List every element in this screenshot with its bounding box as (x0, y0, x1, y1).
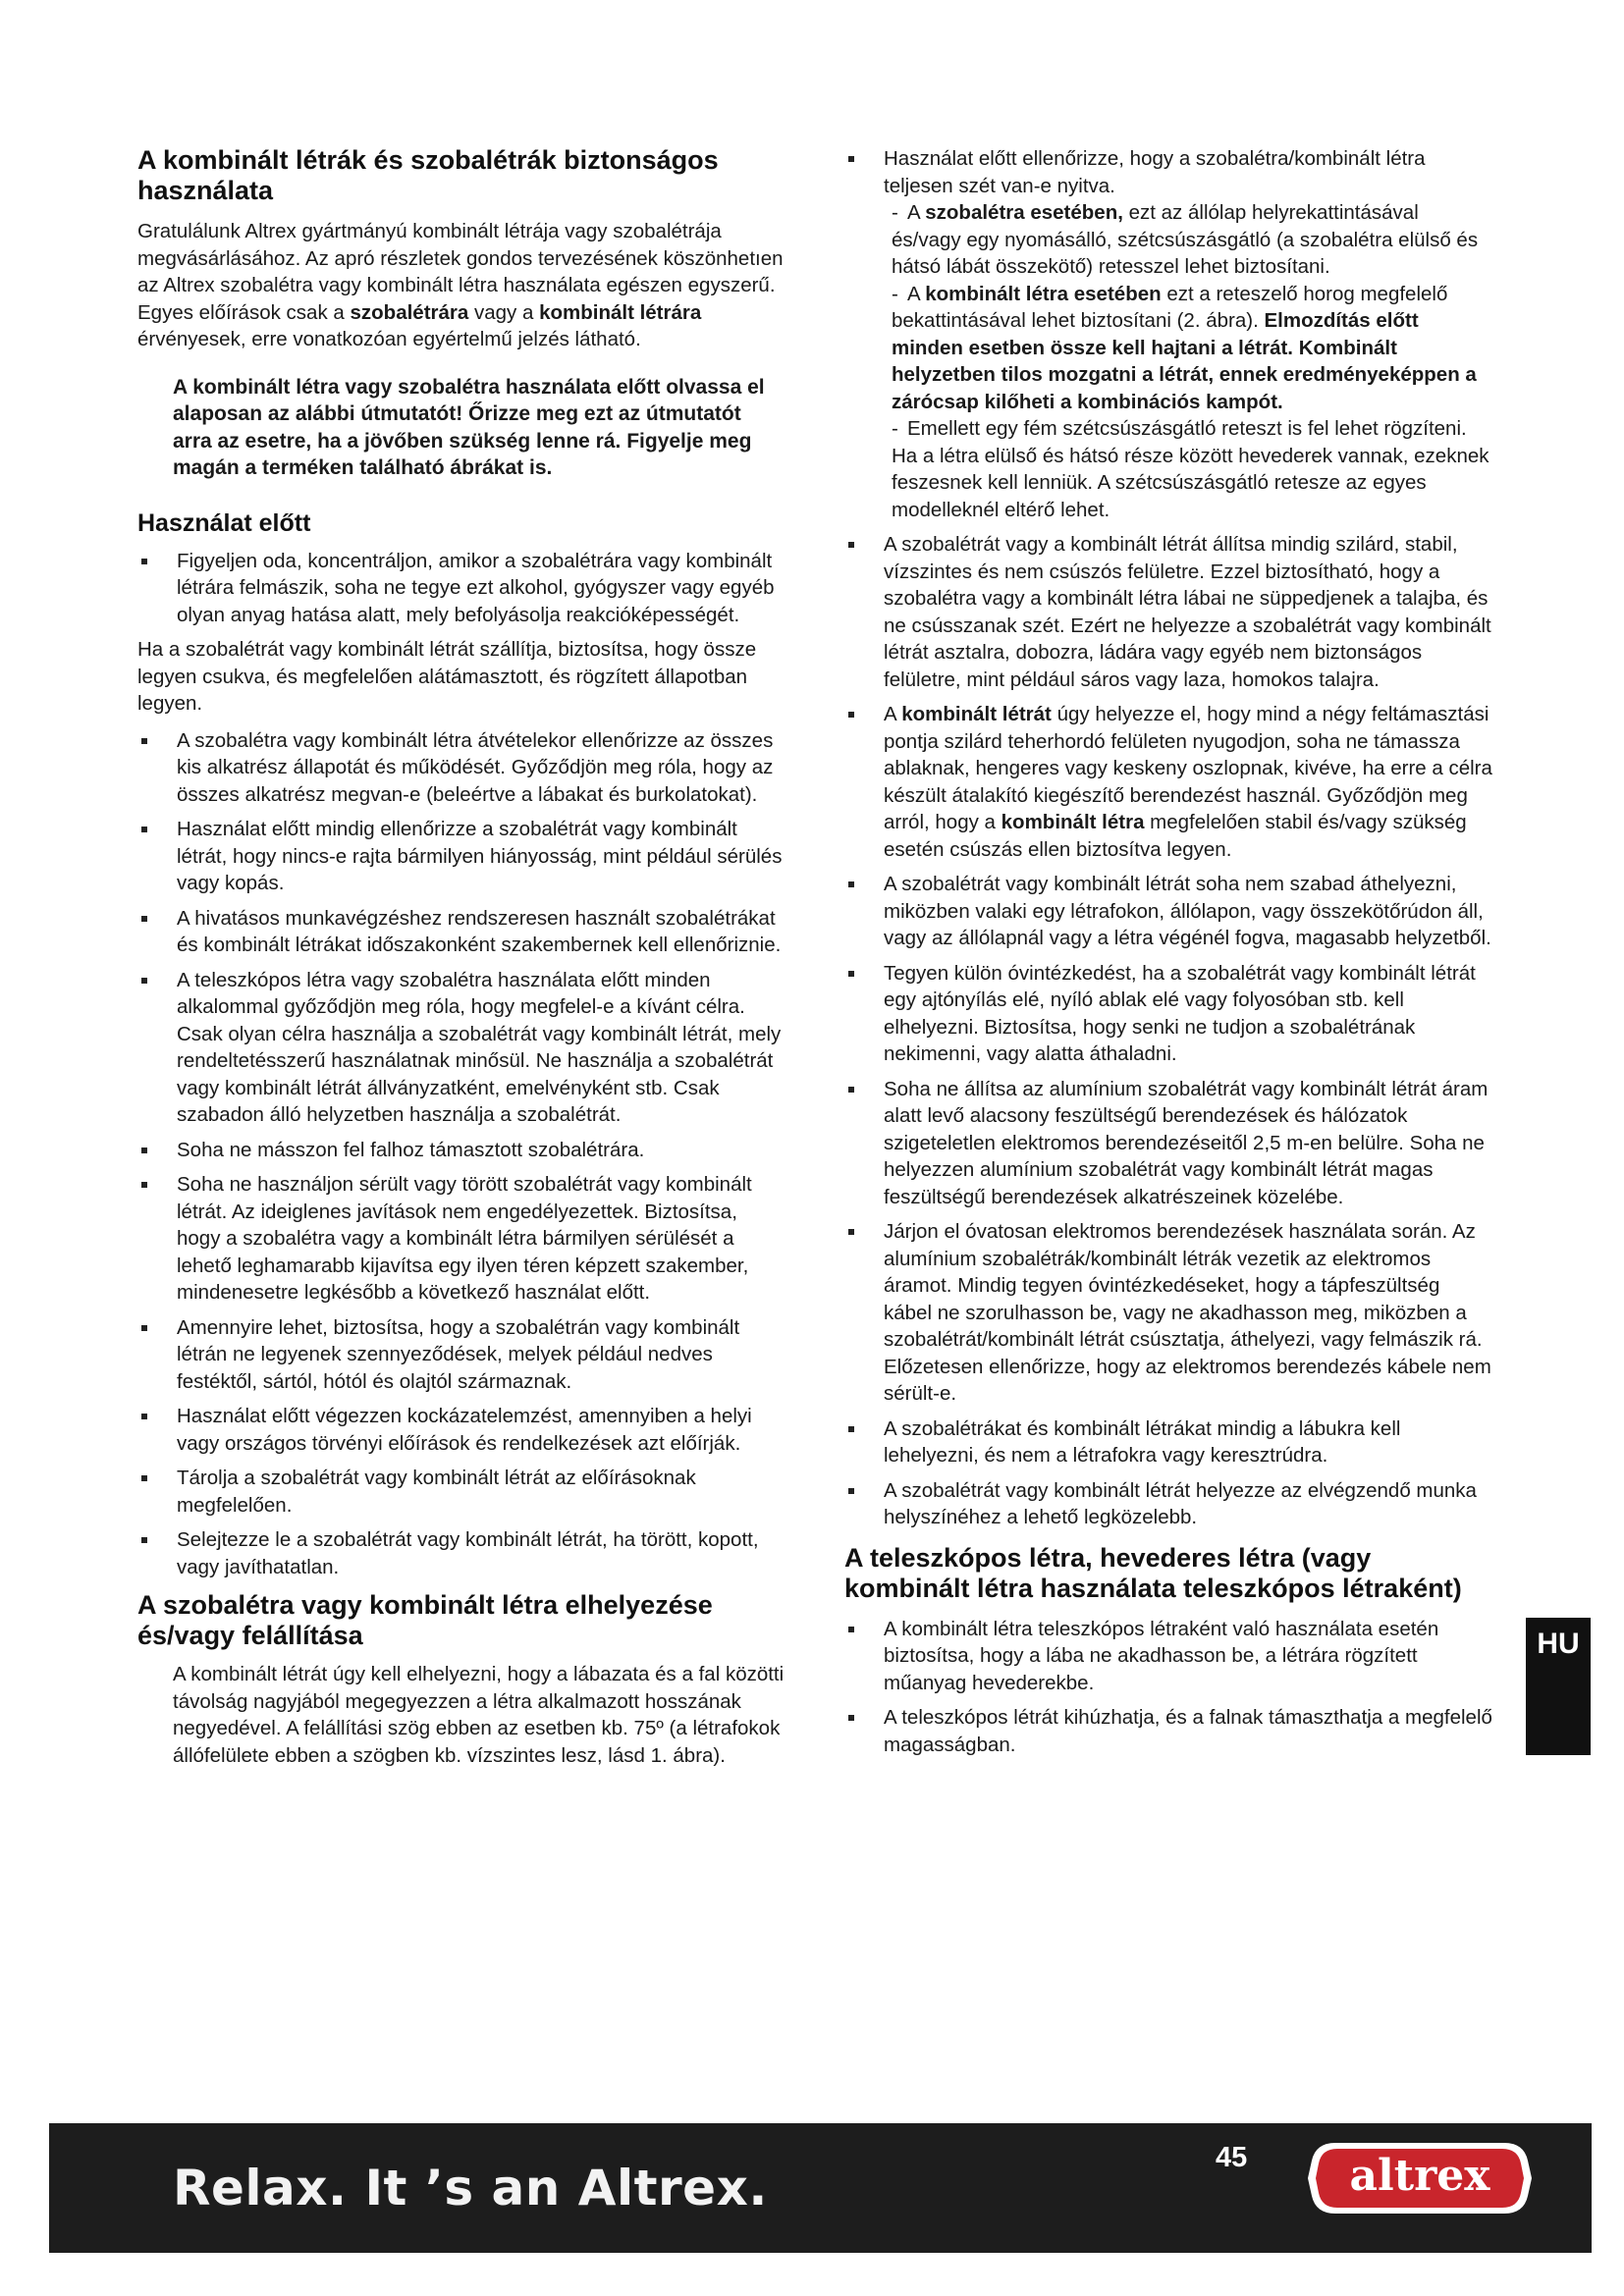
footer-slogan: Relax. It ’s an Altrex. (173, 2160, 768, 2216)
list-item: Használat előtt végezzen kockázatelemzést, amennyiben a helyi vagy országos törvényi előírások és rendelkezések azt előírják. (137, 1403, 785, 1457)
list-item: Figyeljen oda, koncentráljon, amikor a szobalétrára vagy kombinált létrára felmászik, soha ne tegye ezt alkohol, gyógyszer vagy egyéb olyan anyag hatása alatt, mely befolyásolja reakcióképességét. (137, 548, 785, 629)
list-item: Használat előtt ellenőrizze, hogy a szobalétra/kombinált létra teljesen szét van-e nyitva. - A szobalétra esetében, ezt az állólap helyrekattintásával és/vagy egy nyomásálló, szétcsúszásgátló (a szobalétra elülső és hátsó lábát összekötő) retesszel lehet biztosítani. - A kombinált létra esetében ezt a reteszelő horog megfelelő bekattintásával lehet biztosítani (2. ábra). Elmozdítás előtt minden esetben össze kell hajtani a létrát. Kombinált helyzetben tilos mozgatni a létrát, ennek eredményeképpen a zárócsap kilőheti a kombinációs kampót. - Emellett egy fém szétcsúszásgátló reteszt is fel lehet rögzíteni. Ha a létra elülső és hátsó része között hevederek vannak, ezeknek feszesnek kell lenniük. A szétcsúszásgátló retesze az egyes modelleknél eltérő lehet. (844, 145, 1492, 523)
list-item: Tegyen külön óvintézkedést, ha a szobalétrát vagy kombinált létrát egy ajtónyílás elé, nyíló ablak elé vagy folyosóban stb. kell elhelyezni. Biztosítsa, hogy senki ne tudjon a szobalétrának nekimenni, vagy alatta áthaladni. (844, 960, 1492, 1068)
list-item: A szobalétrát vagy kombinált létrát helyezze az elvégzendő munka helyszínéhez a lehető legközelebb. (844, 1477, 1492, 1531)
sub-item-stepladder: - A szobalétra esetében, ezt az állólap helyrekattintásával és/vagy egy nyomásálló, szétcsúszásgátló (a szobalétra elülső és hátsó lábát összekötő) retesszel lehet biztosítani. (892, 201, 1479, 278)
list-item: A szobalétra vagy kombinált létra átvételekor ellenőrizze az összes kis alkatrész állapotát és működését. Győződjön meg róla, hogy az összes alkatrész megvan-e (beleértve a lábakat és burkolatokat). (137, 727, 785, 809)
list-item: Amennyire lehet, biztosítsa, hogy a szobalétrán vagy kombinált létrán ne legyenek szennyeződések, melyek például nedves festéktől, sártól, hótól és olajtól származnak. (137, 1314, 785, 1396)
list-item: Tárolja a szobalétrát vagy kombinált létrát az előírásoknak megfelelően. (137, 1465, 785, 1519)
list-item: Használat előtt mindig ellenőrizze a szobalétrát vagy kombinált létrát, hogy nincs-e rajta bármilyen hiányosság, mint például sérülés vagy kopás. (137, 816, 785, 897)
right-list-1 (844, 145, 1492, 1531)
section-heading-before-use: Használat előtt (137, 508, 311, 537)
list-item: A kombinált létra teleszkópos létraként való használata esetén biztosítsa, hogy a lába ne akadhasson be, a létrára rögzített műanyag hevederekbe. (844, 1616, 1492, 1697)
list-item: Járjon el óvatosan elektromos berendezések használata során. Az alumínium szobalétrák/kombinált létrák vezetik az elektromos áramot. Mindig tegyen óvintézkedéseket, hogy a tápfeszültség kábel ne szorulhasson be, vagy ne akadhasson meg, miközben a szobalétrát/kombinált létrát csúsztatja, áthelyezi, vagy felmászik rá. Előzetesen ellenőrizze, hogy az elektromos berendezés kábele nem sérült-e. (844, 1218, 1492, 1408)
before-use-list-1 (137, 548, 785, 629)
list-item: Soha ne állítsa az alumínium szobalétrát vagy kombinált létrát áram alatt levő alacsony feszültségű berendezések és hálózatok szigeteletlen elektromos berendezéseitől 2,5 m-en belülre. Soha ne helyezzen alumínium szobalétrát vagy kombinált létrát magas feszültségű berendezések alkatrészeinek közelébe. (844, 1076, 1492, 1211)
transport-paragraph: Ha a szobalétrát vagy kombinált létrát szállítja, biztosítsa, hogy össze legyen csukva, és megfelelően alátámasztott, és rögzített állapotban legyen. (137, 638, 757, 715)
logo-wordmark: altrex (1349, 2151, 1490, 2201)
language-tab (1526, 1618, 1591, 1755)
list-item: Soha ne használjon sérült vagy törött szobalétrát vagy kombinált létrát. Az ideiglenes javítások nem engedélyezettek. Biztosítsa, hogy a szobalétra vagy a kombinált létra bármilyen sérülését a lehető leghamarabb kijavítsa egy ilyen téren képzett szakember, mindenesetre legkésőbb a következő használat előtt. (137, 1171, 785, 1307)
list-item: A kombinált létrát úgy helyezze el, hogy mind a négy feltámasztási pontja szilárd teherhordó felületen nyugodjon, soha ne támassza ablaknak, hengeres vagy keskeny oszlopnak, kivéve, ha erre a célra készült átalakító kiegészítő berendezést használ. Győződjön meg arról, hogy a kombinált létra megfelelően stabil és/vagy szükség esetén csúszás ellen biztosítva legyen. (844, 701, 1492, 863)
section-heading-placement: A szobalétra vagy kombinált létra elhelyezése és/vagy felállítása (137, 1590, 713, 1650)
list-item: A hivatásos munkavégzéshez rendszeresen használt szobalétrákat és kombinált létrákat időszakonként szakembernek kell ellenőriznie. (137, 905, 785, 959)
altrex-logo (1306, 2135, 1534, 2221)
intro-paragraph: Gratulálunk Altrex gyártmányú kombinált létrája vagy szobalétrája megvásárlásához. Az apró részletek gondos tervezésének köszönhetıen az Altrex szobalétra vagy kombinált létra használata egészen egyszerű. Egyes előírások csak a szobalétrára vagy a kombinált létrára érvényesek, erre vonatkozóan egyértelmű jelzés látható. (137, 220, 784, 350)
list-item: A szobalétrát vagy a kombinált létrát állítsa mindig szilárd, stabil, vízszintes és nem csúszós felületre. Ezzel biztosítható, hogy a szobalétra vagy a kombinált létra lábai ne süppedjenek a talajba, és ne csússzanak szét. Ezért ne helyezze a szobalétrát vagy kombinált létrát asztalra, dobozra, ládára vagy egyéb nem biztonságos felületre, mint például sáros vagy laza, homokos talajra. (844, 531, 1492, 693)
callout-warning: A kombinált létra vagy szobalétra használata előtt olvassa el alaposan az alábbi útmutatót! Őrizze meg ezt az útmutatót arra az esetre, ha a jövőben szükség lenne rá. Figyelje meg magán a terméken található ábrákat is. (173, 375, 765, 479)
language-tab-label: HU (1537, 1628, 1580, 1660)
right-column (844, 145, 1492, 1766)
list-item: A szobalétrákat és kombinált létrákat mindig a lábukra kell lehelyezni, és nem a létrafokra vagy keresztrúdra. (844, 1415, 1492, 1469)
footer-banner (49, 2123, 1592, 2253)
left-column (137, 145, 785, 1769)
telescopic-list (844, 1616, 1492, 1759)
page-number: 45 (1216, 2142, 1248, 2173)
page-title: A kombinált létrák és szobalétrák biztonságos használata (137, 145, 719, 205)
sub-item-combination: - A kombinált létra esetében ezt a reteszelő horog megfelelő bekattintásával lehet biztosítani (2. ábra). Elmozdítás előtt minden esetben össze kell hajtani a létrát. Kombinált helyzetben tilos mozgatni a létrát, ennek eredményeképpen a zárócsap kilőheti a kombinációs kampót. (892, 282, 1477, 413)
list-item: Selejtezze le a szobalétrát vagy kombinált létrát, ha törött, kopott, vagy javíthatatlan. (137, 1526, 785, 1580)
section-heading-telescopic: A teleszkópos létra, hevederes létra (vagy kombinált létra használata teleszkópos létraként) (844, 1542, 1462, 1603)
list-item: A szobalétrát vagy kombinált létrát soha nem szabad áthelyezni, miközben valaki egy létrafokon, állólapon, vagy összekötőrúdon áll, vagy az állólapnál vagy a létra végénél fogva, magasabb helyzetből. (844, 871, 1492, 952)
list-item: Soha ne másszon fel falhoz támasztott szobalétrára. (137, 1137, 785, 1164)
list-item: A teleszkópos létrát kihúzhatja, és a falnak támaszthatja a megfelelő magasságban. (844, 1704, 1492, 1758)
placement-paragraph: A kombinált létrát úgy kell elhelyezni, hogy a lábazata és a fal közötti távolság nagyjából megegyezzen a létra alkalmazott hosszának negyedével. A felállítási szög ebben az esetben kb. 75º (a létrafokok állófelülete ebben a szögben kb. vízszintes lesz, lásd 1. ábra). (173, 1663, 785, 1767)
list-item: A teleszkópos létra vagy szobalétra használata előtt minden alkalommal győződjön meg róla, hogy megfelel-e a kívánt célra. Csak olyan célra használja a szobalétrát vagy kombinált létrát, mely rendeltetésszerű használatnak minősül. Ne használja a szobalétrát vagy kombinált létrát állványzatként, emelvényként stb. Csak szabadon álló helyzetben használja a szobalétrát. (137, 967, 785, 1129)
sub-item-metal-lock: - Emellett egy fém szétcsúszásgátló reteszt is fel lehet rögzíteni. Ha a létra elülső és hátsó része között hevederek vannak, ezeknek feszesnek kell lenniük. A szétcsúszásgátló retesze az egyes modelleknél eltérő lehet. (892, 417, 1489, 521)
before-use-list-2 (137, 727, 785, 1581)
